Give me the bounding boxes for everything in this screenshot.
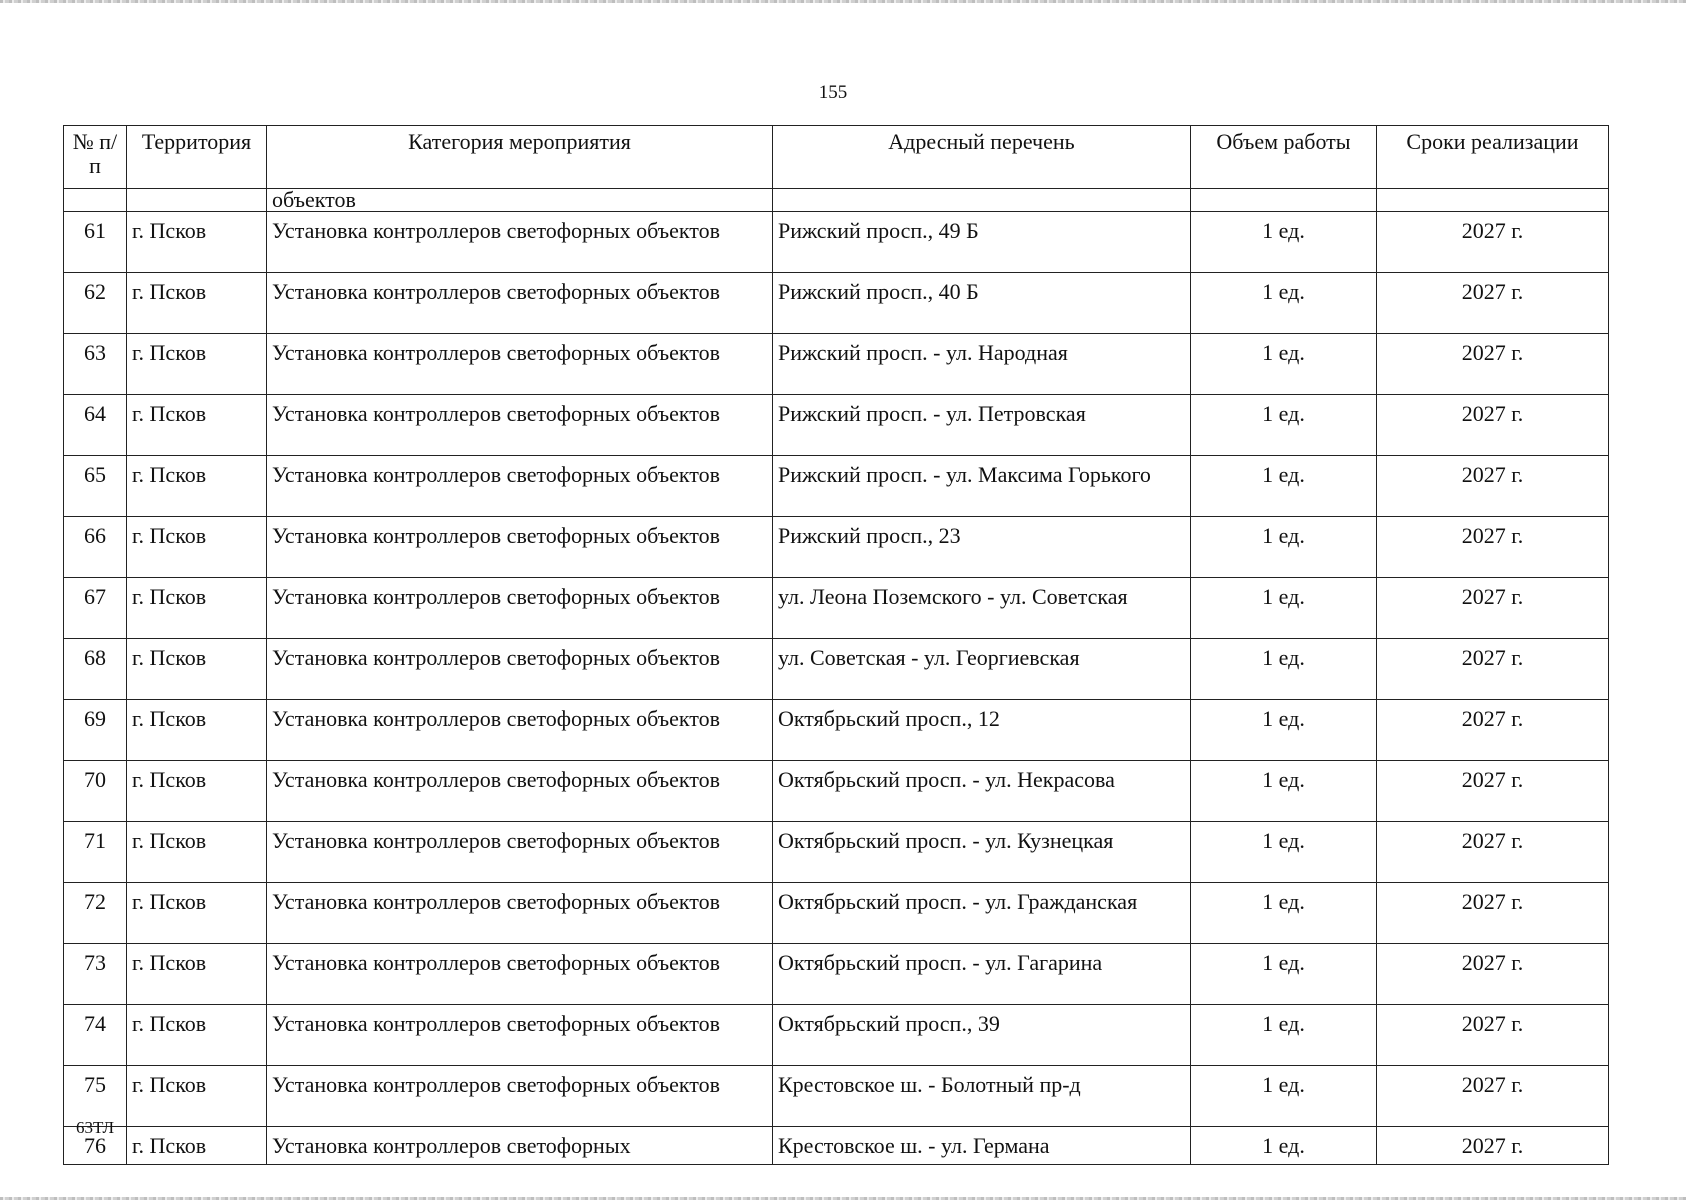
- continued-row: [64, 189, 1609, 212]
- cell-category: Установка контроллеров светофорных объектов: [267, 761, 773, 822]
- cell-term: 2027 г.: [1377, 517, 1609, 578]
- cell-address: Крестовское ш. - ул. Германа: [773, 1127, 1191, 1165]
- cell-volume: 1 ед.: [1191, 1005, 1377, 1066]
- cell-category: Установка контроллеров светофорных объектов: [267, 700, 773, 761]
- cell-term: 2027 г.: [1377, 761, 1609, 822]
- cell-num: 75: [64, 1066, 127, 1127]
- table-row: [64, 273, 1609, 334]
- footer-code: 63ТЛ: [76, 1118, 115, 1137]
- cell-category: Установка контроллеров светофорных объектов: [267, 639, 773, 700]
- header-category: Категория мероприятия: [267, 126, 773, 189]
- cell-category: Установка контроллеров светофорных объектов: [267, 822, 773, 883]
- cell-category: Установка контроллеров светофорных объектов: [267, 578, 773, 639]
- cell-address: Октябрьский просп., 12: [773, 700, 1191, 761]
- cell-category: Установка контроллеров светофорных объектов: [267, 273, 773, 334]
- cell-term: 2027 г.: [1377, 639, 1609, 700]
- table-row: [64, 578, 1609, 639]
- cell-address: Рижский просп. - ул. Максима Горького: [773, 456, 1191, 517]
- cell-address: Октябрьский просп. - ул. Некрасова: [773, 761, 1191, 822]
- cell-num: 69: [64, 700, 127, 761]
- cell-category: Установка контроллеров светофорных: [267, 1127, 773, 1165]
- cell-territory: г. Псков: [127, 578, 267, 639]
- cell-num: 76: [64, 1127, 127, 1165]
- cell-address: [773, 189, 1191, 212]
- cell-address: Рижский просп. - ул. Петровская: [773, 395, 1191, 456]
- cell-volume: [1191, 189, 1377, 212]
- cell-num: 73: [64, 944, 127, 1005]
- cell-num: 72: [64, 883, 127, 944]
- cell-address: Октябрьский просп. - ул. Гражданская: [773, 883, 1191, 944]
- cell-territory: г. Псков: [127, 1005, 267, 1066]
- measures-table: [63, 125, 1609, 1165]
- cell-volume: 1 ед.: [1191, 1127, 1377, 1165]
- cell-volume: 1 ед.: [1191, 639, 1377, 700]
- cell-volume: 1 ед.: [1191, 822, 1377, 883]
- table-row: [64, 639, 1609, 700]
- table-row: [64, 883, 1609, 944]
- cell-num: 74: [64, 1005, 127, 1066]
- cell-term: 2027 г.: [1377, 822, 1609, 883]
- cell-territory: г. Псков: [127, 883, 267, 944]
- table-row: [64, 822, 1609, 883]
- cell-category: Установка контроллеров светофорных объектов: [267, 1005, 773, 1066]
- table-header-row: [64, 126, 1609, 189]
- cell-term: 2027 г.: [1377, 273, 1609, 334]
- cell-volume: 1 ед.: [1191, 212, 1377, 273]
- cell-num: 63: [64, 334, 127, 395]
- cell-term: 2027 г.: [1377, 1066, 1609, 1127]
- cell-volume: 1 ед.: [1191, 395, 1377, 456]
- cell-num: 61: [64, 212, 127, 273]
- cell-term: 2027 г.: [1377, 1005, 1609, 1066]
- cell-num: 67: [64, 578, 127, 639]
- cell-term: 2027 г.: [1377, 944, 1609, 1005]
- table-row: [64, 1066, 1609, 1127]
- table-row: [64, 395, 1609, 456]
- table-row: [64, 212, 1609, 273]
- cell-volume: 1 ед.: [1191, 273, 1377, 334]
- cell-address: Октябрьский просп., 39: [773, 1005, 1191, 1066]
- cell-territory: г. Псков: [127, 700, 267, 761]
- header-address: Адресный перечень: [773, 126, 1191, 189]
- cell-address: Рижский просп., 49 Б: [773, 212, 1191, 273]
- cell-category: Установка контроллеров светофорных объектов: [267, 395, 773, 456]
- scan-edge-top: [0, 0, 1686, 3]
- cell-territory: г. Псков: [127, 212, 267, 273]
- cell-category: объектов: [267, 189, 773, 212]
- cell-num: 64: [64, 395, 127, 456]
- cell-term: 2027 г.: [1377, 212, 1609, 273]
- cell-volume: 1 ед.: [1191, 883, 1377, 944]
- table-row: [64, 944, 1609, 1005]
- cell-category: Установка контроллеров светофорных объектов: [267, 944, 773, 1005]
- cell-term: 2027 г.: [1377, 456, 1609, 517]
- cell-volume: 1 ед.: [1191, 334, 1377, 395]
- table-row: [64, 456, 1609, 517]
- cell-term: 2027 г.: [1377, 334, 1609, 395]
- cell-term: 2027 г.: [1377, 578, 1609, 639]
- cell-address: Октябрьский просп. - ул. Гагарина: [773, 944, 1191, 1005]
- table-row: [64, 1005, 1609, 1066]
- table-body: [64, 189, 1609, 1165]
- cell-territory: г. Псков: [127, 517, 267, 578]
- cell-territory: г. Псков: [127, 639, 267, 700]
- cell-term: 2027 г.: [1377, 395, 1609, 456]
- cell-category: Установка контроллеров светофорных объектов: [267, 517, 773, 578]
- cell-volume: 1 ед.: [1191, 1066, 1377, 1127]
- cell-territory: г. Псков: [127, 395, 267, 456]
- cell-territory: г. Псков: [127, 273, 267, 334]
- cell-territory: г. Псков: [127, 334, 267, 395]
- cell-territory: г. Псков: [127, 1127, 267, 1165]
- cell-term: 2027 г.: [1377, 883, 1609, 944]
- cell-territory: г. Псков: [127, 822, 267, 883]
- cell-category: Установка контроллеров светофорных объектов: [267, 1066, 773, 1127]
- cell-address: Крестовское ш. - Болотный пр-д: [773, 1066, 1191, 1127]
- cell-num: 62: [64, 273, 127, 334]
- cell-address: ул. Леона Поземского - ул. Советская: [773, 578, 1191, 639]
- cell-volume: 1 ед.: [1191, 578, 1377, 639]
- cell-category: Установка контроллеров светофорных объектов: [267, 456, 773, 517]
- cell-num: 70: [64, 761, 127, 822]
- cell-volume: 1 ед.: [1191, 700, 1377, 761]
- header-term: Сроки реализации: [1377, 126, 1609, 189]
- cell-address: Октябрьский просп. - ул. Кузнецкая: [773, 822, 1191, 883]
- cell-address: ул. Советская - ул. Георгиевская: [773, 639, 1191, 700]
- cell-territory: г. Псков: [127, 1066, 267, 1127]
- cell-volume: 1 ед.: [1191, 517, 1377, 578]
- cell-num: [64, 189, 127, 212]
- cell-term: [1377, 189, 1609, 212]
- cell-address: Рижский просп., 40 Б: [773, 273, 1191, 334]
- table-row: [64, 761, 1609, 822]
- header-territory: Территория: [127, 126, 267, 189]
- cell-territory: [127, 189, 267, 212]
- cell-volume: 1 ед.: [1191, 456, 1377, 517]
- cell-num: 66: [64, 517, 127, 578]
- cell-num: 71: [64, 822, 127, 883]
- cell-category: Установка контроллеров светофорных объектов: [267, 212, 773, 273]
- header-volume: Объем работы: [1191, 126, 1377, 189]
- table-row: [64, 1127, 1609, 1165]
- cell-address: Рижский просп., 23: [773, 517, 1191, 578]
- cell-category: Установка контроллеров светофорных объектов: [267, 334, 773, 395]
- cell-category: Установка контроллеров светофорных объектов: [267, 883, 773, 944]
- table-row: [64, 700, 1609, 761]
- table-row: [64, 334, 1609, 395]
- header-num: № п/п: [64, 126, 127, 189]
- cell-num: 68: [64, 639, 127, 700]
- page-number: 155: [818, 82, 848, 103]
- cell-term: 2027 г.: [1377, 1127, 1609, 1165]
- cell-volume: 1 ед.: [1191, 761, 1377, 822]
- cell-territory: г. Псков: [127, 944, 267, 1005]
- cell-territory: г. Псков: [127, 456, 267, 517]
- table-row: [64, 517, 1609, 578]
- cell-address: Рижский просп. - ул. Народная: [773, 334, 1191, 395]
- cell-territory: г. Псков: [127, 761, 267, 822]
- cell-term: 2027 г.: [1377, 700, 1609, 761]
- cell-num: 65: [64, 456, 127, 517]
- cell-volume: 1 ед.: [1191, 944, 1377, 1005]
